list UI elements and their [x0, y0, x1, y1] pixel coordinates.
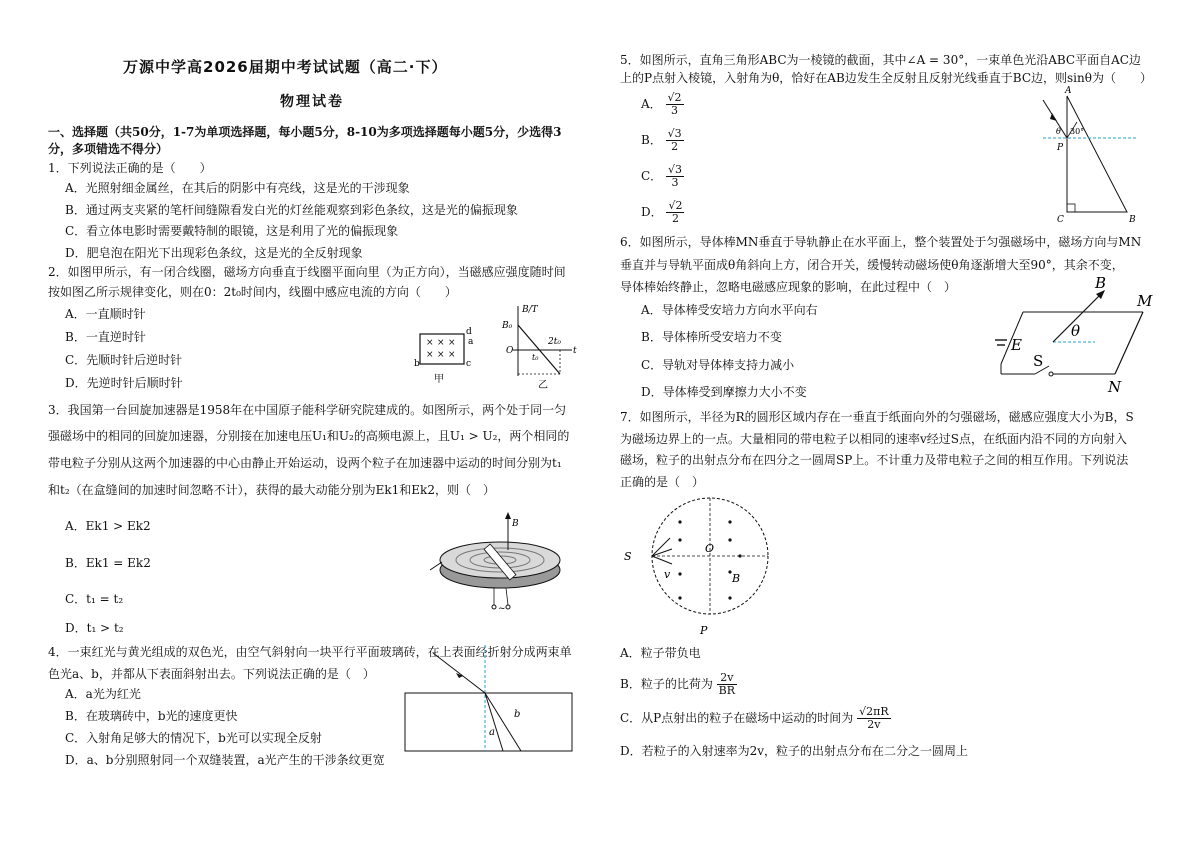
- q7-option-c: C．从P点射出的粒子在磁场中运动的时间为 $\frac{√2\pi R}{2v}$: [620, 705, 889, 731]
- q7-label-p: P: [700, 624, 708, 637]
- q5-stem-line2: 上的P点射入棱镜，入射角为θ，恰好在AB边发生全反射且反射光线垂直于BC边，则sinθ为（ ）: [620, 71, 1152, 85]
- q7-field-dot: [678, 538, 681, 541]
- q1-option-c: C．看立体电影时需要戴特制的眼镜，这是利用了光的偏振现象: [65, 224, 399, 238]
- q5-option-c-frac: $\frac{√3}{3}$: [668, 163, 683, 189]
- q2-2t0-label: 2t₀: [548, 337, 561, 347]
- q1-option-a: A．光照射细金属丝，在其后的阴影中有亮线，这是光的干涉现象: [65, 181, 410, 195]
- section-heading-line2: 分，多项错选不得分）: [48, 142, 169, 156]
- q2-figure: [410, 300, 580, 390]
- q3-b-arrowhead: [505, 512, 511, 519]
- q2-stem-line2: 按如图乙所示规律变化，则在0：2t₀时间内，线圈中感应电流的方向（ ）: [48, 285, 457, 299]
- q4-ray-a: [485, 693, 503, 751]
- q3-terminal: [506, 605, 510, 609]
- q2-origin-label: O: [506, 346, 514, 356]
- q5-option-d-frac: $\frac{√2}{2}$: [668, 199, 683, 225]
- q7-field-dot: [678, 596, 681, 599]
- q5-option-b-frac: $\frac{√3}{2}$: [667, 127, 682, 153]
- q2-stem-line1: 2．如图甲所示，有一闭合线圈，磁场方向垂直于线圈平面向里（为正方向），当磁感应强度随时间: [48, 265, 566, 279]
- q7-label-o: O: [705, 542, 715, 555]
- q4-option-a: A．a光为红光: [65, 687, 141, 701]
- q5-ray-arrow: [1050, 113, 1057, 121]
- q4-incident-ray: [433, 653, 485, 693]
- q3-stem-line3: 带电粒子分别从这两个加速器的中心由静止开始运动，设两个粒子在加速器中运动的时间分别为t₁: [48, 456, 562, 470]
- q6-option-a: A．导体棒受安培力方向水平向右: [641, 303, 818, 317]
- q2-cross: ×: [448, 338, 456, 348]
- q1-option-b: B．通过两支夹紧的笔杆间缝隙看发白光的灯丝能观察到彩色条纹，这是光的偏振现象: [65, 203, 518, 217]
- q7-field-dot: [728, 596, 731, 599]
- q5-right-angle: [1067, 204, 1075, 212]
- q3-option-d: D．t₁ > t₂: [65, 621, 124, 635]
- q5-option-a: A． $\frac{√2}{3}$: [641, 91, 682, 117]
- q3-option-c: C．t₁ = t₂: [65, 592, 124, 606]
- q7-field-dot: [728, 520, 731, 523]
- q3-stem-line2: 强磁场中的相同的回旋加速器，分别接在加速电压U₁和U₂的高频电源上，且U₁ > U₂，两个相同的: [48, 429, 570, 443]
- q2-cross: ×: [437, 350, 445, 360]
- q7-field-dot: [678, 572, 681, 575]
- q6-label-m: M: [1137, 292, 1153, 310]
- q5-triangle: [1067, 96, 1127, 212]
- q2-option-b: B．一直逆时针: [65, 330, 146, 344]
- q7-option-a: A．粒子带负电: [620, 646, 701, 660]
- q6-option-b: B．导体棒所受安培力不变: [641, 330, 782, 344]
- q2-label-b: b: [414, 359, 420, 369]
- exam-subject: 物理试卷: [280, 94, 344, 110]
- q7-stem-line4: 正确的是（ ）: [620, 475, 705, 489]
- q7-field-dot: [728, 538, 731, 541]
- q5-figure: [1025, 84, 1160, 226]
- q6-label-theta: θ: [1071, 322, 1081, 340]
- q6-rod-mn: [1115, 312, 1143, 374]
- q3-option-b: B．Ek1 = Ek2: [65, 556, 151, 570]
- q4-ray-b: [485, 693, 521, 751]
- q7-stem-line1: 7．如图所示，半径为R的圆形区域内存在一垂直于纸面向外的匀强磁场，磁感应强度大小为B，S: [620, 410, 1134, 424]
- q5-label-30: 30°: [1070, 127, 1085, 136]
- q4-figure: [403, 645, 578, 757]
- q2-cross: ×: [448, 350, 456, 360]
- q7-figure: [620, 494, 780, 638]
- q5-option-c: C． $\frac{√3}{3}$: [641, 163, 683, 189]
- q6-option-c: C．导轨对导体棒支持力减小: [641, 358, 795, 372]
- q6-label-b: B: [1095, 274, 1107, 292]
- q5-option-d: D． $\frac{√2}{2}$: [641, 199, 683, 225]
- q7-label-b: B: [732, 572, 741, 585]
- q2-option-c: C．先顺时针后逆时针: [65, 353, 183, 367]
- q7-label-v: v: [664, 568, 671, 581]
- q2-axis-y-label: B/T: [522, 305, 538, 315]
- exam-title: 万源中学高2026届期中考试试题（高二·下）: [123, 58, 448, 76]
- q7-field-dot: [678, 520, 681, 523]
- q4-option-c: C．入射角足够大的情况下，b光可以实现全反射: [65, 731, 322, 745]
- q3-b-label: B: [512, 519, 519, 529]
- q2-cross: ×: [426, 350, 434, 360]
- q6-switch-contact: [1049, 372, 1053, 376]
- q2-label-jia: 甲: [434, 374, 444, 385]
- q5-label-theta: θ: [1056, 127, 1061, 136]
- q2-cross: ×: [426, 338, 434, 348]
- q2-b0-label: B₀: [502, 321, 513, 331]
- q4-stem-line1: 4．一束红光与黄光组成的双色光，由空气斜射向一块平行平面玻璃砖，在上表面经折射分成两束单: [48, 645, 572, 659]
- q1-stem: 1．下列说法正确的是（ ）: [48, 161, 212, 175]
- q2-t-label: t: [573, 346, 577, 356]
- q4-stem-line2: 色光a、b，并都从下表面斜射出去。下列说法正确的是（ ）: [48, 667, 375, 681]
- q3-option-a: A．Ek1 > Ek2: [65, 519, 151, 533]
- q5-option-a-frac: $\frac{√2}{3}$: [667, 91, 682, 117]
- q2-label-d: d: [466, 327, 472, 337]
- q6-stem-line3: 导体棒始终静止，忽略电磁感应现象的影响，在此过程中（ ）: [620, 280, 957, 294]
- q5-label-a: A: [1065, 86, 1072, 96]
- q4-option-d: D．a、b分别照射同一个双缝装置，a光产生的干涉条纹更宽: [65, 753, 385, 767]
- q5-stem-line1: 5．如图所示，直角三角形ABC为一棱镜的截面，其中∠A = 30°，一束单色光沿ABC平面自AC边: [620, 53, 1141, 67]
- q2-option-d: D．先逆时针后顺时针: [65, 376, 183, 390]
- q3-terminal: [492, 605, 496, 609]
- q3-lead: [506, 588, 508, 605]
- q7-option-b-frac: $\frac{2v}{BR}$: [718, 671, 736, 697]
- q3-figure: [428, 510, 578, 615]
- q5-option-b: B． $\frac{√3}{2}$: [641, 127, 682, 153]
- q4-label-b: b: [514, 709, 521, 720]
- q3-stem-line4: 和t₂（在盒缝间的加速时间忽略不计），获得的最大动能分别为Ek1和Ek2，则（ ）: [48, 483, 495, 497]
- q2-label-a: a: [468, 337, 474, 347]
- q5-label-p: P: [1057, 143, 1064, 153]
- q6-option-d: D．导体棒受到摩擦力大小不变: [641, 385, 807, 399]
- q7-stem-line3: 磁场，粒子的出射点分布在四分之一圆周SP上。不计重力及带电粒子之间的相互作用。下列说法: [620, 453, 1129, 467]
- q4-label-a: a: [489, 727, 495, 738]
- q7-option-b: B．粒子的比荷为 $\frac{2v}{BR}$: [620, 671, 736, 697]
- q2-label-yi: 乙: [538, 380, 548, 390]
- q6-stem-line1: 6．如图所示，导体棒MN垂直于导轨静止在水平面上，整个装置处于匀强磁场中，磁场方向与MN: [620, 235, 1142, 249]
- q1-option-d: D．肥皂泡在阳光下出现彩色条纹，这是光的全反射现象: [65, 246, 363, 260]
- q2-label-c: c: [466, 359, 472, 369]
- q6-label-n: N: [1108, 378, 1122, 396]
- section-heading-line1: 一、选择题（共50分，1-7为单项选择题，每小题5分，8-10为多项选择题每小题5分，少选得3: [48, 125, 562, 139]
- q7-v-arrow: [652, 556, 672, 564]
- q7-stem-line2: 为磁场边界上的一点。大量相同的带电粒子以相同的速率v经过S点，在纸面内沿不同的方向射入: [620, 432, 1128, 446]
- q2-cross: ×: [437, 338, 445, 348]
- q6-stem-line2: 垂直并与导轨平面成θ角斜向上方，闭合开关，缓慢转动磁场使θ角逐渐增大至90°，其余不变，: [620, 258, 1124, 272]
- q7-option-c-frac: $\frac{√2\pi R}{2v}$: [859, 705, 889, 731]
- q7-field-dot: [738, 554, 741, 557]
- q6-label-e: E: [1011, 336, 1022, 354]
- q4-glass-slab: [405, 693, 572, 751]
- q6-label-s: S: [1033, 352, 1044, 370]
- q5-label-b: B: [1129, 215, 1136, 225]
- q4-option-b: B．在玻璃砖中，b光的速度更快: [65, 709, 238, 723]
- q5-label-c: C: [1057, 215, 1064, 225]
- q6-figure: [995, 274, 1160, 396]
- q2-t0-label: t₀: [532, 353, 539, 362]
- q3-stem-line1: 3．我国第一台回旋加速器是1958年在中国原子能科学研究院建成的。如图所示，两个处于同一匀: [48, 403, 567, 417]
- q7-label-s: S: [624, 550, 632, 563]
- q2-option-a: A．一直顺时针: [65, 307, 146, 321]
- q3-ac-symbol: ~: [498, 604, 506, 614]
- q7-option-d: D．若粒子的入射速率为2v，粒子的出射点分布在二分之一圆周上: [620, 744, 969, 758]
